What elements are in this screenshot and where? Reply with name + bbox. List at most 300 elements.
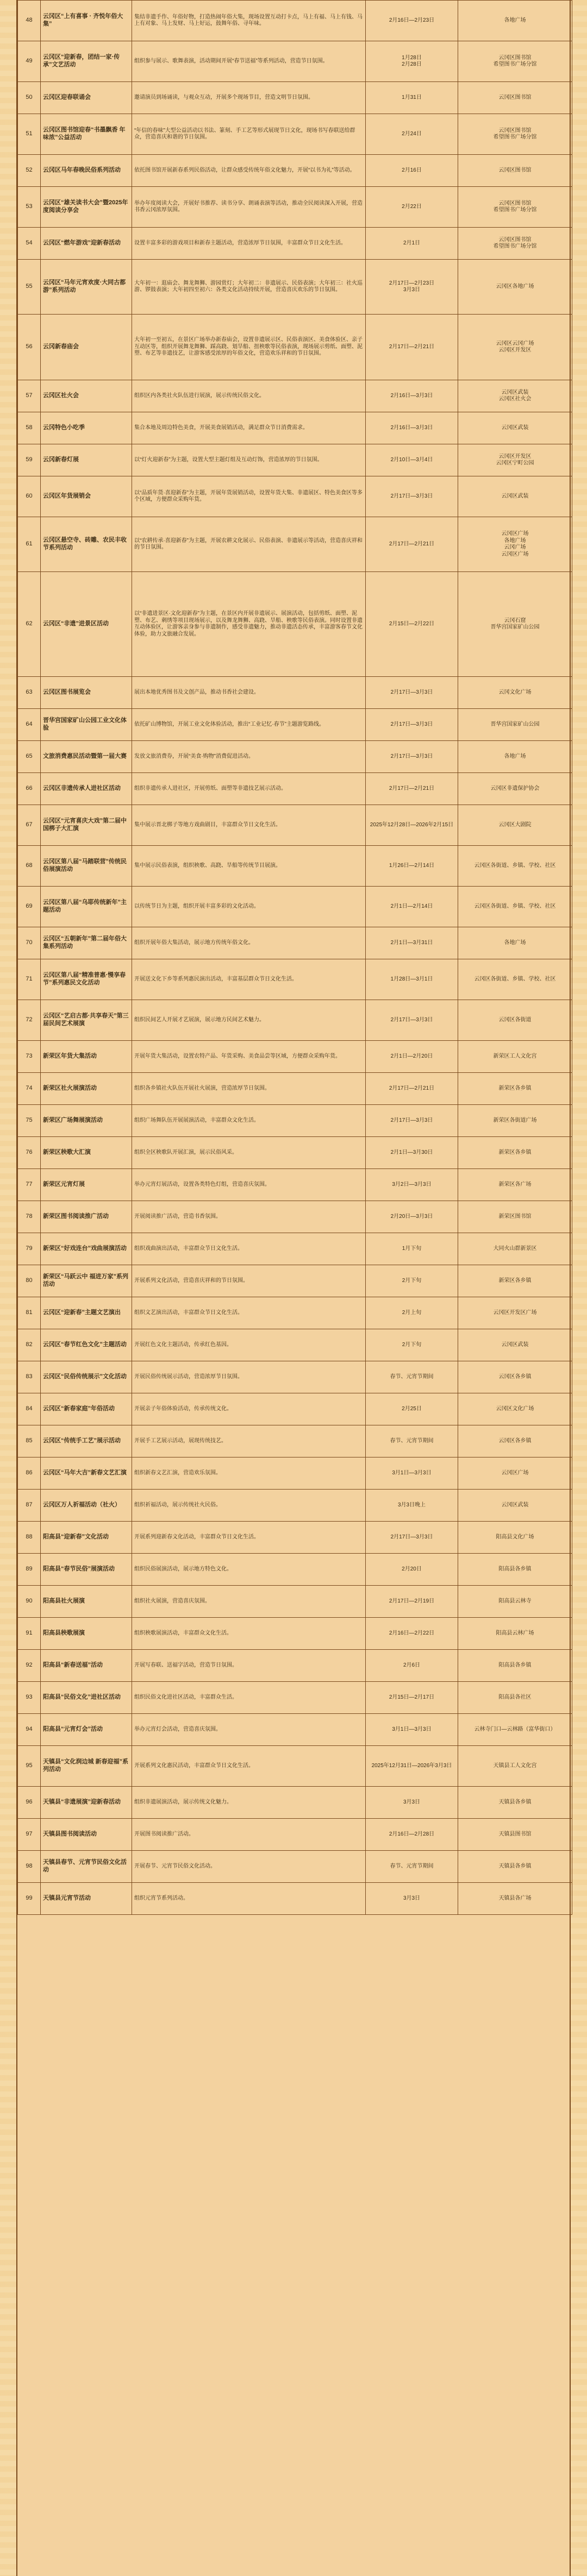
event-name: 云冈区非遗传承人进社区活动 [41, 773, 132, 805]
event-time: 3月3日 [366, 1787, 458, 1819]
row-number: 96 [18, 1787, 41, 1819]
row-number: 86 [18, 1457, 41, 1490]
event-description: 开展春节、元宵节民俗文化活动。 [132, 1851, 366, 1883]
event-place: 阳高县文化广场 [458, 1522, 572, 1554]
table-row [18, 1, 572, 41]
event-description: 集结非遗手作、年俗好物，打造热闹年俗大集，现场设置互动打卡点，马上有福、马上有钱、马上有对象、马上发财、马上好运，鼓舞年俗、寻年味。 [132, 1, 366, 41]
row-number: 53 [18, 187, 41, 228]
row-number: 54 [18, 228, 41, 260]
event-description: 组织文艺演出活动，丰富群众节日文化生活。 [132, 1297, 366, 1329]
row-number: 70 [18, 927, 41, 959]
table-row [18, 1851, 572, 1883]
table-row [18, 1554, 572, 1586]
table-row [18, 572, 572, 677]
event-name: 阳高县“民俗文化”进社区活动 [41, 1682, 132, 1714]
event-name: 阳高县“元宵灯会”活动 [41, 1714, 132, 1746]
event-place: 各地广场 [458, 1, 572, 41]
event-time: 春节、元宵节期间 [366, 1425, 458, 1457]
event-time: 2月17日—3月3日 [366, 1522, 458, 1554]
row-number: 62 [18, 572, 41, 677]
table-row [18, 1746, 572, 1787]
event-description: 以“灯火迎新春”为主题，设置大型主题灯组及互动灯饰，营造浓厚的节日氛围。 [132, 444, 366, 476]
left-border-decoration [0, 0, 16, 2576]
event-description: 邀请演员到场诵读，与观众互动，开展多个现场节目，营造文明节日氛围。 [132, 82, 366, 114]
row-number: 76 [18, 1137, 41, 1169]
event-description: 举办元宵灯展活动，设置各类特色灯组，营造喜庆氛围。 [132, 1169, 366, 1201]
event-time: 2月17日—3月3日 [366, 741, 458, 773]
event-description: 举办元宵灯会活动，营造喜庆氛围。 [132, 1714, 366, 1746]
event-name: 新荣区图书阅读推广活动 [41, 1201, 132, 1233]
event-name: 新荣区广场舞展演活动 [41, 1105, 132, 1137]
table-row [18, 1201, 572, 1233]
row-number: 59 [18, 444, 41, 476]
event-time: 2月16日 [366, 155, 458, 187]
event-name: 云冈区“五朝新年”第二届年俗大集系列活动 [41, 927, 132, 959]
event-name: 云冈新春庙会 [41, 315, 132, 380]
event-name: 云冈区图书展览会 [41, 677, 132, 709]
row-number: 84 [18, 1393, 41, 1425]
table-row [18, 1586, 572, 1618]
event-place: 天镇县各广场 [458, 1883, 572, 1915]
table-row [18, 1233, 572, 1265]
event-time: 2月25日 [366, 1393, 458, 1425]
event-description: 组织秧歌展演活动，丰富群众文化生活。 [132, 1618, 366, 1650]
event-place: 天镇县各乡镇 [458, 1851, 572, 1883]
event-name: 云冈区“马年元宵欢度·大同古都游”系列活动 [41, 260, 132, 315]
event-time: 3月1日—3月3日 [366, 1457, 458, 1490]
event-time: 2月下旬 [366, 1329, 458, 1361]
row-number: 97 [18, 1819, 41, 1851]
event-name: 云冈区“马年大吉”新春文艺汇演 [41, 1457, 132, 1490]
event-name: 云冈区年货展销会 [41, 476, 132, 517]
event-place: 云冈区图书馆 希望图书广场分馆 [458, 187, 572, 228]
event-place: 云冈区各街道、乡镇、学校、社区 [458, 846, 572, 887]
event-description: “年信的春味”大型公益活动以书法、篆刻、手工艺等形式展现节日文化，现场书写春联送给群众，营造喜庆和谐的节日氛围。 [132, 114, 366, 155]
table-row [18, 1883, 572, 1915]
event-name: 云冈区“艺启古都·共享春天”第三届民间艺术展演 [41, 1000, 132, 1041]
event-time: 2月17日—3月3日 [366, 709, 458, 741]
table-row [18, 1073, 572, 1105]
event-place: 天镇县各乡镇 [458, 1787, 572, 1819]
event-description: 展出本地优秀图书及文创产品，推动书香社会建设。 [132, 677, 366, 709]
event-name: 新荣区秧歌大汇演 [41, 1137, 132, 1169]
event-description: 以“农耕传承·喜迎新春”为主题，开展农耕文化展示、民俗表演、非遗展示等活动，营造喜庆祥和的节日氛围。 [132, 517, 366, 572]
event-description: 开展阅读推广活动，营造书香氛围。 [132, 1201, 366, 1233]
row-number: 87 [18, 1490, 41, 1522]
row-number: 55 [18, 260, 41, 315]
row-number: 89 [18, 1554, 41, 1586]
event-time: 2月17日—2月23日 3月3日 [366, 260, 458, 315]
row-number: 80 [18, 1265, 41, 1297]
event-table [17, 0, 572, 1915]
event-time: 2月17日—2月21日 [366, 517, 458, 572]
event-description: 组织新春文艺汇演，营造欢乐氛围。 [132, 1457, 366, 1490]
row-number: 94 [18, 1714, 41, 1746]
event-place: 云冈石窟 晋华宫国家矿山公园 [458, 572, 572, 677]
row-number: 72 [18, 1000, 41, 1041]
event-description: 开展系列文化活动，营造喜庆祥和的节日氛围。 [132, 1265, 366, 1297]
event-place: 新荣区各街道广场 [458, 1105, 572, 1137]
event-name: 云冈区第八届“马踏联营”传统民俗展演活动 [41, 846, 132, 887]
row-number: 69 [18, 887, 41, 927]
event-place: 云冈区开发区 云冈区宁町公园 [458, 444, 572, 476]
table-row [18, 1425, 572, 1457]
event-time: 2月6日 [366, 1650, 458, 1682]
event-description: 开展年货大集活动，设置农特产品、年货采购、美食品尝等区域，方便群众采购年货。 [132, 1041, 366, 1073]
event-time: 2月20日—3月3日 [366, 1201, 458, 1233]
event-description: 组织非遗展演活动，展示传统文化魅力。 [132, 1787, 366, 1819]
event-name: 天镇县图书阅读活动 [41, 1819, 132, 1851]
event-description: 开展送文化下乡等系列惠民演出活动，丰富基层群众节日文化生活。 [132, 959, 366, 1000]
event-place: 阳高县各乡镇 [458, 1554, 572, 1586]
table-row [18, 444, 572, 476]
event-name: 天镇县春节、元宵节民俗文化活动 [41, 1851, 132, 1883]
table-row [18, 1682, 572, 1714]
event-description: 集中展示民俗表演，组织秧歌、高跷、旱船等传统节目展演。 [132, 846, 366, 887]
row-number: 88 [18, 1522, 41, 1554]
event-time: 2月17日—2月19日 [366, 1586, 458, 1618]
row-number: 66 [18, 773, 41, 805]
event-description: 大年初一至初五，在景区广场举办新春庙会，设置非遗展示区、民俗表演区、美食体验区、亲子互动区等，组织开展舞龙舞狮、踩高跷、划旱船、扭秧歌等民俗表演，现场展示剪纸、面塑、泥塑、布艺等非遗技艺，让游客感受浓厚的年俗文化，营造欢乐祥和的节日氛围。 [132, 315, 366, 380]
event-name: 阳高县“春节民俗”展演活动 [41, 1554, 132, 1586]
table-row [18, 155, 572, 187]
event-place: 云冈区非遗保护协会 [458, 773, 572, 805]
row-number: 75 [18, 1105, 41, 1137]
row-number: 77 [18, 1169, 41, 1201]
event-name: 云冈区“新春家庭”年俗活动 [41, 1393, 132, 1425]
table-row [18, 1650, 572, 1682]
event-name: 云冈区“迎新春”主题文艺演出 [41, 1297, 132, 1329]
event-time: 2月16日—3月3日 [366, 412, 458, 444]
row-number: 52 [18, 155, 41, 187]
event-description: 大年初一：逛庙会、舞龙舞狮、游园赏灯；大年初二：非遗展示、民俗表演；大年初三：社火巡游、锣鼓表演；大年初四至初六：各类文化活动持续开展，营造喜庆欢乐的节日氛围。 [132, 260, 366, 315]
event-place: 大同火山群新景区 [458, 1233, 572, 1265]
table-row [18, 846, 572, 887]
event-description: 组织民俗文化进社区活动，丰富群众生活。 [132, 1682, 366, 1714]
event-place: 云冈区图书馆 希望图书广场分馆 [458, 114, 572, 155]
event-place: 新荣区各乡镇 [458, 1137, 572, 1169]
table-row [18, 773, 572, 805]
table-row [18, 1105, 572, 1137]
event-description: 开展红色文化主题活动，传承红色基因。 [132, 1329, 366, 1361]
row-number: 64 [18, 709, 41, 741]
event-time: 2月16日—3月3日 [366, 380, 458, 412]
event-description: 发放文旅消费券，开展“美食·购物”消费促进活动。 [132, 741, 366, 773]
event-place: 云冈区武装 [458, 412, 572, 444]
event-name: 文旅消费惠民活动暨第一届大赛 [41, 741, 132, 773]
event-name: 云冈区“春节红色文化”主题活动 [41, 1329, 132, 1361]
event-time: 2月17日—3月3日 [366, 1105, 458, 1137]
event-place: 云冈区各街道、乡镇、学校、社区 [458, 887, 572, 927]
event-name: 云冈区社火会 [41, 380, 132, 412]
table-row [18, 412, 572, 444]
event-description: 组织祈福活动，展示传统社火民俗。 [132, 1490, 366, 1522]
event-place: 天镇县工人文化宫 [458, 1746, 572, 1787]
event-name: 云冈区图书馆迎春“书墨飘香 年味浓”公益活动 [41, 114, 132, 155]
table-row [18, 260, 572, 315]
event-description: 组织参与展示、歌舞表演，活动期间开展“春节送福”等系列活动，营造节日氛围。 [132, 41, 366, 82]
row-number: 56 [18, 315, 41, 380]
table-row [18, 1137, 572, 1169]
event-description: 组织广场舞队伍开展展演活动，丰富群众文化生活。 [132, 1105, 366, 1137]
event-time: 2月16日—2月23日 [366, 1, 458, 41]
event-place: 云冈区广场 [458, 1457, 572, 1490]
event-name: 云冈区“迎新春，团结一家·传承”文艺活动 [41, 41, 132, 82]
event-name: 云冈新春灯展 [41, 444, 132, 476]
event-description: 以“品质年货·喜迎新春”为主题，开展年货展销活动，设置年货大集、非遗展区、特色美食区等多个区域，方便群众采购年货。 [132, 476, 366, 517]
table-row [18, 1522, 572, 1554]
table-row [18, 1169, 572, 1201]
event-description: 开展民俗传统展示活动，营造浓厚节日氛围。 [132, 1361, 366, 1393]
table-row [18, 1000, 572, 1041]
table-row [18, 380, 572, 412]
row-number: 71 [18, 959, 41, 1000]
event-name: 新荣区社火展演活动 [41, 1073, 132, 1105]
event-name: 阳高县“新春送福”活动 [41, 1650, 132, 1682]
event-description: 开展系列迎新春文化活动，丰富群众节日文化生活。 [132, 1522, 366, 1554]
row-number: 65 [18, 741, 41, 773]
event-description: 组织区内各类社火队伍进行展演，展示传统民俗文化。 [132, 380, 366, 412]
table-row [18, 1361, 572, 1393]
event-description: 开展写春联、送福字活动，营造节日氛围。 [132, 1650, 366, 1682]
event-place: 云冈区各街道 [458, 1000, 572, 1041]
event-name: 云冈区“非遗”进景区活动 [41, 572, 132, 677]
event-place: 晋华宫国家矿山公园 [458, 709, 572, 741]
event-name: 阳高县社火展演 [41, 1586, 132, 1618]
event-time: 2月1日—2月14日 [366, 887, 458, 927]
event-name: 新荣区“马跃云中 福进万家”系列活动 [41, 1265, 132, 1297]
event-time: 2月15日—2月17日 [366, 1682, 458, 1714]
event-time: 3月2日—3月3日 [366, 1169, 458, 1201]
event-place: 云冈区武装 云冈区社火会 [458, 380, 572, 412]
event-description: 组织戏曲演出活动，丰富群众节日文化生活。 [132, 1233, 366, 1265]
event-name: 天镇县“非遗展演”迎新春活动 [41, 1787, 132, 1819]
table-row [18, 959, 572, 1000]
event-time: 2月16日—2月28日 [366, 1819, 458, 1851]
event-time: 3月3日晚上 [366, 1490, 458, 1522]
event-time: 2月17日—3月3日 [366, 476, 458, 517]
event-time: 2月17日—2月21日 [366, 315, 458, 380]
event-table-frame [16, 0, 571, 2576]
event-description: 集中展示晋北梆子等地方戏曲剧目，丰富群众节日文化生活。 [132, 805, 366, 846]
event-name: 云冈区万人祈福活动（社火） [41, 1490, 132, 1522]
row-number: 98 [18, 1851, 41, 1883]
event-place: 新荣区工人文化宫 [458, 1041, 572, 1073]
table-row [18, 927, 572, 959]
event-place: 云冈区各街道、乡镇、学校、社区 [458, 959, 572, 1000]
event-place: 云冈区广场 各地广场 云冈广场 云冈区广场 [458, 517, 572, 572]
event-place: 阳高县云林寺 [458, 1586, 572, 1618]
event-description: 组织非遗传承人进社区，开展剪纸、面塑等非遗技艺展示活动。 [132, 773, 366, 805]
row-number: 63 [18, 677, 41, 709]
event-description: 设置丰富多彩的游戏项目和新春主题活动，营造浓厚节日氛围，丰富群众节日文化生活。 [132, 228, 366, 260]
event-place: 新荣区各广场 [458, 1169, 572, 1201]
row-number: 82 [18, 1329, 41, 1361]
event-description: 开展亲子年俗体验活动，传承传统文化。 [132, 1393, 366, 1425]
event-time: 1月31日 [366, 82, 458, 114]
event-time: 2月24日 [366, 114, 458, 155]
event-place: 新荣区图书馆 [458, 1201, 572, 1233]
event-place: 云冈区武装 [458, 1329, 572, 1361]
event-description: 依托图书馆开展新春系列民俗活动，让群众感受传统年俗文化魅力，开展“以书为礼”等活动。 [132, 155, 366, 187]
event-description: 举办年度阅读大会，开展好书推荐、读书分享、朗诵表演等活动，推动全民阅读深入开展，营造书香云冈浓厚氛围。 [132, 187, 366, 228]
event-time: 1月26日—2月14日 [366, 846, 458, 887]
event-place: 云冈区武装 [458, 1490, 572, 1522]
event-name: 云冈区迎春联诵会 [41, 82, 132, 114]
event-time: 3月1日—3月3日 [366, 1714, 458, 1746]
event-time: 2月17日—2月21日 [366, 1073, 458, 1105]
table-row [18, 887, 572, 927]
row-number: 48 [18, 1, 41, 41]
row-number: 83 [18, 1361, 41, 1393]
event-place: 云冈区图书馆 [458, 82, 572, 114]
row-number: 50 [18, 82, 41, 114]
event-place: 阳高县各乡镇 [458, 1650, 572, 1682]
row-number: 91 [18, 1618, 41, 1650]
event-time: 2月1日—3月30日 [366, 1137, 458, 1169]
event-place: 各地广场 [458, 927, 572, 959]
event-name: 新荣区元宵灯展 [41, 1169, 132, 1201]
event-time: 2月16日—2月22日 [366, 1618, 458, 1650]
event-place: 云冈区云冈广场 云冈区开发区 [458, 315, 572, 380]
row-number: 79 [18, 1233, 41, 1265]
event-time: 2月1日 [366, 228, 458, 260]
event-time: 2月10日—3月4日 [366, 444, 458, 476]
event-description: 组织民俗展演活动，展示地方特色文化。 [132, 1554, 366, 1586]
table-row [18, 228, 572, 260]
event-place: 云冈区大剧院 [458, 805, 572, 846]
event-name: 云冈特色小吃季 [41, 412, 132, 444]
table-row [18, 1265, 572, 1297]
row-number: 67 [18, 805, 41, 846]
event-time: 2月15日—2月22日 [366, 572, 458, 677]
event-description: 组织开展年俗大集活动，展示地方传统年俗文化。 [132, 927, 366, 959]
event-time: 1月下旬 [366, 1233, 458, 1265]
event-place: 各地广场 [458, 741, 572, 773]
table-row [18, 1297, 572, 1329]
event-description: 组织元宵节系列活动。 [132, 1883, 366, 1915]
event-place: 云冈区各地广场 [458, 260, 572, 315]
table-row [18, 476, 572, 517]
table-row [18, 187, 572, 228]
row-number: 51 [18, 114, 41, 155]
table-row [18, 1490, 572, 1522]
row-number: 93 [18, 1682, 41, 1714]
event-name: 天镇县元宵节活动 [41, 1883, 132, 1915]
event-place: 云冈区文化广场 [458, 1393, 572, 1425]
event-name: 云冈区悬空寺、砖雕、农民丰收节系列活动 [41, 517, 132, 572]
event-name: 云冈区第八届“精准普惠·慢享春节”系列惠民文化活动 [41, 959, 132, 1000]
event-time: 2月1日—3月31日 [366, 927, 458, 959]
event-place: 云冈区图书馆 希望图书广场分馆 [458, 41, 572, 82]
table-row [18, 82, 572, 114]
table-row [18, 1393, 572, 1425]
table-row [18, 1787, 572, 1819]
table-row [18, 677, 572, 709]
event-description: 组织社火展演，营造喜庆氛围。 [132, 1586, 366, 1618]
event-description: 依托矿山博物馆，开展工业文化体验活动，推出“工业记忆·春节”主题游览路线。 [132, 709, 366, 741]
table-row [18, 741, 572, 773]
right-border-decoration [571, 0, 587, 2576]
event-place: 云冈区开发区广场 [458, 1297, 572, 1329]
event-time: 春节、元宵节期间 [366, 1361, 458, 1393]
event-time: 1月28日 2月28日 [366, 41, 458, 82]
row-number: 92 [18, 1650, 41, 1682]
table-row [18, 1329, 572, 1361]
row-number: 60 [18, 476, 41, 517]
event-description: 开展系列文化惠民活动，丰富群众节日文化生活。 [132, 1746, 366, 1787]
event-place: 云冈文化广场 [458, 677, 572, 709]
row-number: 78 [18, 1201, 41, 1233]
row-number: 68 [18, 846, 41, 887]
event-time: 2月17日—3月3日 [366, 1000, 458, 1041]
event-table-body [18, 1, 572, 1915]
event-name: 阳高县“迎新春”文化活动 [41, 1522, 132, 1554]
event-name: 新荣区“好戏连台”戏曲展演活动 [41, 1233, 132, 1265]
event-place: 云冈区各乡镇 [458, 1425, 572, 1457]
event-name: 云冈区“民俗传统展示”文化活动 [41, 1361, 132, 1393]
event-place: 天镇县图书馆 [458, 1819, 572, 1851]
event-time: 2月17日—2月21日 [366, 773, 458, 805]
row-number: 81 [18, 1297, 41, 1329]
event-time: 2月1日—2月20日 [366, 1041, 458, 1073]
event-name: 云冈区“上有喜事 · 齐悦年俗大集” [41, 1, 132, 41]
event-description: 以传统节日为主题，组织开展丰富多彩的文化活动。 [132, 887, 366, 927]
event-name: 阳高县秧歌展演 [41, 1618, 132, 1650]
event-time: 2月20日 [366, 1554, 458, 1586]
event-place: 云冈区各乡镇 [458, 1361, 572, 1393]
event-time: 2025年12月28日—2026年2月15日 [366, 805, 458, 846]
event-name: 云冈区“传统手工艺”展示活动 [41, 1425, 132, 1457]
row-number: 90 [18, 1586, 41, 1618]
table-row [18, 709, 572, 741]
table-row [18, 114, 572, 155]
event-place: 云林寺门口—云林路（富华街口） [458, 1714, 572, 1746]
table-row [18, 315, 572, 380]
row-number: 85 [18, 1425, 41, 1457]
event-time: 春节、元宵节期间 [366, 1851, 458, 1883]
table-row [18, 41, 572, 82]
event-place: 新荣区各乡镇 [458, 1073, 572, 1105]
row-number: 73 [18, 1041, 41, 1073]
event-name: 天镇县“文化润边城 新春迎福”系列活动 [41, 1746, 132, 1787]
event-description: 集合本地及周边特色美食，开展美食展销活动，满足群众节日消费需求。 [132, 412, 366, 444]
event-place: 阳高县各社区 [458, 1682, 572, 1714]
event-place: 新荣区各乡镇 [458, 1265, 572, 1297]
event-time: 2月17日—3月3日 [366, 677, 458, 709]
event-place: 阳高县云林广场 [458, 1618, 572, 1650]
table-row [18, 1041, 572, 1073]
event-name: 晋华宫国家矿山公园工业文化体验 [41, 709, 132, 741]
event-description: 组织各乡镇社火队伍开展社火展演，营造浓厚节日氛围。 [132, 1073, 366, 1105]
event-description: 组织全区秧歌队开展汇演，展示民俗风采。 [132, 1137, 366, 1169]
event-place: 云冈区图书馆 [458, 155, 572, 187]
event-description: 组织民间艺人开展才艺展演，展示地方民间艺术魅力。 [132, 1000, 366, 1041]
event-time: 2025年12月31日—2026年3月3日 [366, 1746, 458, 1787]
event-time: 1月28日—3月1日 [366, 959, 458, 1000]
row-number: 57 [18, 380, 41, 412]
event-time: 2月下旬 [366, 1265, 458, 1297]
table-row [18, 805, 572, 846]
event-description: 以“非遗进景区·文化迎新春”为主题，在景区内开展非遗展示、展演活动，包括剪纸、面塑、泥塑、布艺、刺绣等项目现场展示，以及舞龙舞狮、高跷、旱船、秧歌等民俗表演。同时设置非遗互动体验区，让游客亲身参与非遗制作，感受非遗魅力，推动非遗活态传承，丰富游客春节文化体验，助力文旅融合发展。 [132, 572, 366, 677]
table-row [18, 1819, 572, 1851]
row-number: 58 [18, 412, 41, 444]
table-row [18, 517, 572, 572]
row-number: 49 [18, 41, 41, 82]
event-description: 开展手工艺展示活动，展现传统技艺。 [132, 1425, 366, 1457]
event-description: 开展图书阅读推广活动。 [132, 1819, 366, 1851]
row-number: 61 [18, 517, 41, 572]
